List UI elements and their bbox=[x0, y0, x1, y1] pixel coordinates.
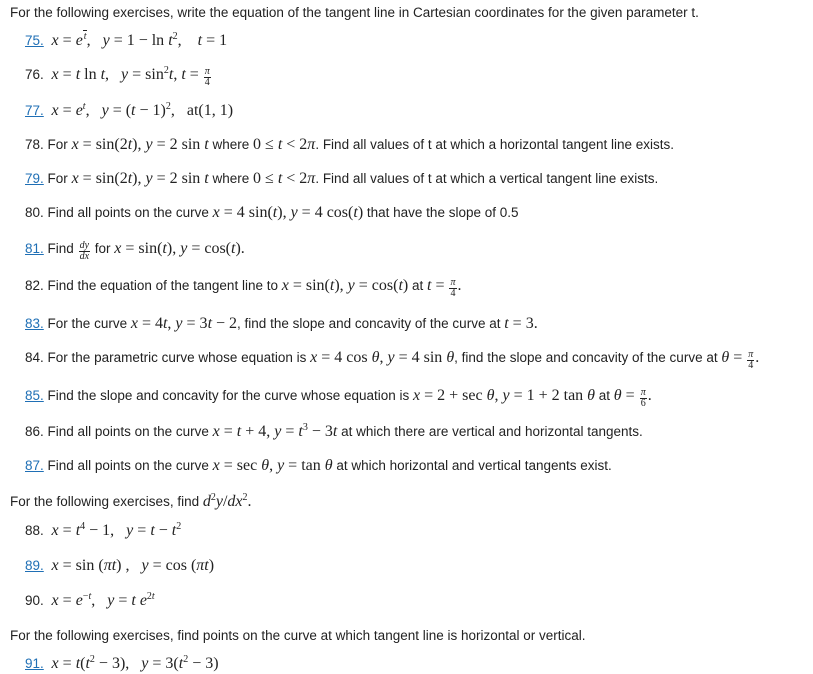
section-intro-second-derivative bbox=[10, 493, 252, 511]
exercise-text: where bbox=[208, 137, 254, 152]
second-derivative-notation: $d^2y/dx^2$. bbox=[202, 492, 252, 510]
exercise-81 bbox=[25, 240, 245, 262]
exercise-91 bbox=[25, 655, 219, 673]
exercise-text: . Find all values of t at which a horizontal tangent line exists. bbox=[315, 137, 675, 152]
exercise-text: at which horizontal and vertical tangents exist. bbox=[332, 458, 612, 473]
exercise-79 bbox=[25, 170, 658, 188]
exercise-86 bbox=[25, 423, 643, 441]
exercise-87-eq: x = sec θ, y = tan θ bbox=[212, 457, 333, 474]
exercise-text: For the parametric curve whose equation is bbox=[47, 350, 311, 365]
section-intro-horizontal-vertical: For the following exercises, find points on the curve at which tangent line is horizontal or vertical. bbox=[10, 628, 586, 643]
exercise-text: at bbox=[408, 278, 427, 293]
exercise-text: Find the equation of the tangent line to bbox=[47, 278, 282, 293]
exercise-number-link[interactable]: 85. bbox=[25, 388, 44, 403]
exercise-text: Find all points on the curve bbox=[47, 424, 213, 439]
exercise-90-equation: $x = e^{-t}$, y = t $e^{2t}$ bbox=[51, 591, 155, 609]
exercise-number: 90. bbox=[25, 593, 44, 608]
exercise-78-eq-2: 0 ≤ t < 2π bbox=[253, 136, 316, 153]
exercise-79-eq-1: x = sin(2t), y = 2 sin t bbox=[71, 170, 209, 187]
exercise-76 bbox=[25, 66, 212, 88]
exercise-86-eq: x = t + 4, $y = t^3 - 3t$ bbox=[212, 422, 338, 440]
exercise-81-eq: x = sin(t), y = cos(t). bbox=[114, 240, 245, 257]
exercise-81-derivative: $\frac{dy}{dx}$ bbox=[79, 240, 90, 262]
exercise-82 bbox=[25, 277, 462, 299]
exercise-85 bbox=[25, 387, 652, 409]
exercise-text: Find all points on the curve bbox=[47, 458, 213, 473]
exercise-text: , find the slope and concavity of the curve at bbox=[237, 316, 505, 331]
exercise-76-equation: x = t ln t, $y = \sin^2t$, t = $\frac{\pi}{4}$ bbox=[51, 65, 210, 88]
exercise-text: For bbox=[47, 171, 72, 186]
exercise-79-eq-2: 0 ≤ t < 2π bbox=[253, 170, 316, 187]
exercise-84-param: θ = $\frac{\pi}{4}$ . bbox=[721, 349, 760, 371]
exercise-number: 78. bbox=[25, 137, 44, 152]
exercise-number: 80. bbox=[25, 205, 44, 220]
exercise-text: that have the slope of 0.5 bbox=[363, 205, 519, 220]
exercise-78-eq-1: x = sin(2t), y = 2 sin t bbox=[71, 136, 209, 153]
exercise-number: 84. bbox=[25, 350, 44, 365]
exercise-number-link[interactable]: 83. bbox=[25, 316, 44, 331]
exercise-77-equation: $x = e^t$, $y = (t - 1)^2$, at(1, 1) bbox=[51, 101, 234, 119]
exercise-80-eq: x = 4 sin(t), y = 4 cos(t) bbox=[212, 204, 364, 221]
exercise-75 bbox=[25, 32, 227, 50]
exercise-text: For the curve bbox=[47, 316, 131, 331]
exercise-89 bbox=[25, 557, 214, 575]
exercise-number-link[interactable]: 75. bbox=[25, 33, 44, 48]
exercise-78 bbox=[25, 136, 674, 154]
exercise-number-link[interactable]: 79. bbox=[25, 171, 44, 186]
exercise-88-equation: $x = t^4 - 1$, $y = t - t^2$ bbox=[51, 521, 182, 539]
exercise-text: . Find all values of t at which a vertical tangent line exists. bbox=[315, 171, 659, 186]
exercise-text: For bbox=[47, 137, 72, 152]
exercise-number: 82. bbox=[25, 278, 44, 293]
exercise-91-equation: $x = t(t^2 - 3)$, $y = 3(t^2 - 3)$ bbox=[51, 654, 219, 672]
exercise-text: Find the slope and concavity for the curve whose equation is bbox=[47, 388, 414, 403]
exercise-text: Find bbox=[47, 241, 78, 256]
exercise-82-param: t = $\frac{\pi}{4}$ . bbox=[427, 277, 462, 299]
exercise-84 bbox=[25, 349, 759, 371]
exercise-number: 76. bbox=[25, 67, 44, 82]
exercise-88 bbox=[25, 522, 181, 540]
exercise-text: Find all points on the curve bbox=[47, 205, 213, 220]
exercise-text: at which there are vertical and horizontal tangents. bbox=[337, 424, 643, 439]
exercise-text: , find the slope and concavity of the curve at bbox=[454, 350, 722, 365]
exercise-90 bbox=[25, 592, 155, 610]
exercise-77 bbox=[25, 102, 233, 120]
exercise-83 bbox=[25, 315, 538, 333]
exercise-number: 86. bbox=[25, 424, 44, 439]
exercise-number-link[interactable]: 77. bbox=[25, 103, 44, 118]
intro-text: For the following exercises, find bbox=[10, 494, 203, 509]
exercise-82-eq: x = sin(t), y = cos(t) bbox=[281, 277, 409, 294]
exercise-number: 88. bbox=[25, 523, 44, 538]
exercise-number-link[interactable]: 87. bbox=[25, 458, 44, 473]
exercise-85-param: θ = $\frac{\pi}{6}$ . bbox=[613, 387, 652, 409]
exercise-87 bbox=[25, 457, 612, 475]
exercise-85-eq: x = 2 + sec θ, y = 1 + 2 tan θ bbox=[413, 387, 596, 404]
exercise-text: for bbox=[91, 241, 115, 256]
exercise-75-equation: $x = e^t$, $y = 1 - \ln t^2$, t = 1 bbox=[51, 31, 228, 49]
exercise-text: where bbox=[208, 171, 254, 186]
exercise-84-eq: x = 4 cos θ, y = 4 sin θ bbox=[310, 349, 455, 366]
exercise-83-param: t = 3. bbox=[504, 315, 538, 332]
exercise-number-link[interactable]: 91. bbox=[25, 656, 44, 671]
exercise-text: at bbox=[595, 388, 614, 403]
section-intro-tangent-line: For the following exercises, write the equation of the tangent line in Cartesian coordinates for the given parameter t. bbox=[10, 5, 699, 20]
exercise-83-eq: x = 4t, y = 3t − 2 bbox=[130, 315, 238, 332]
exercise-number-link[interactable]: 81. bbox=[25, 241, 44, 256]
exercise-89-equation: x = sin (πt) , y = cos (πt) bbox=[51, 557, 215, 574]
exercise-number-link[interactable]: 89. bbox=[25, 558, 44, 573]
exercise-80 bbox=[25, 204, 519, 222]
